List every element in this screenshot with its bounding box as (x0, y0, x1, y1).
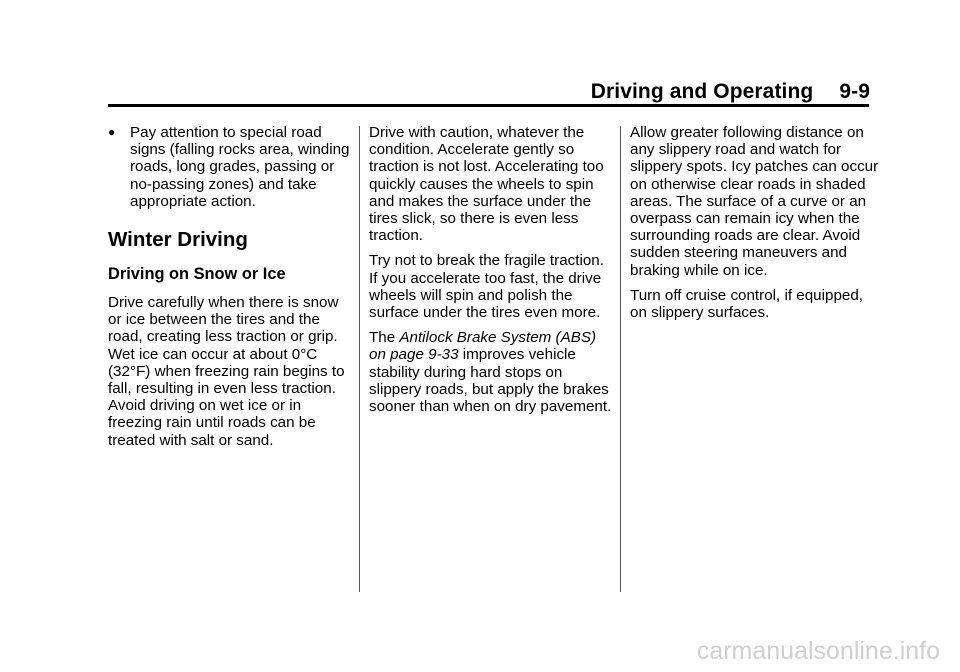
paragraph: Drive carefully when there is snow or ice between the tires and the road, creating less traction or grip. Wet ice can occur at about 0°C (32°F) when freezing rain begins to fall, resulting in even less traction. Avoid driving on wet ice or in freezing rain until roads can be treated with salt or sand. (108, 294, 345, 449)
section-title: Driving and Operating (590, 80, 814, 103)
column-divider (620, 126, 621, 592)
bullet-item (108, 124, 354, 210)
paragraph: Drive with caution, whatever the condition. Accelerate gently so traction is not lost. Accelerating too quickly causes the wheels to spin and makes the surface under the tires slick, so there is even less traction. (369, 124, 604, 245)
paragraph: Try not to break the fragile traction. If you accelerate too fast, the drive wheels will spin and polish the surface under the tires even more. (369, 252, 604, 322)
cross-reference-link[interactable]: Antilock Brake System (ABS) on page 9-33 (369, 329, 597, 364)
column-3 (630, 124, 880, 329)
paragraph (369, 329, 613, 415)
section-heading: Winter Driving (108, 228, 248, 252)
page-header (591, 80, 870, 104)
paragraph: Turn off cruise control, if equipped, on slippery surfaces. (630, 286, 864, 322)
subsection-heading: Driving on Snow or Ice (108, 265, 286, 284)
column-1 (108, 124, 354, 457)
watermark: carmanualsonline.info (696, 637, 940, 665)
column-2 (369, 124, 613, 423)
bullet-text: Pay attention to special road signs (falling rocks area, winding roads, long grades, passing or no-passing zones) and take appropriate action. (130, 124, 350, 210)
bullet-icon: ● (108, 125, 116, 139)
paragraph-text: The (369, 329, 400, 347)
page-number: 9-9 (839, 80, 870, 103)
header-rule (108, 104, 869, 107)
paragraph: Allow greater following distance on any slippery road and watch for slippery spots. Icy patches can occur on otherwise clear roads in shaded areas. The surface of a curve or an overpass can remain icy when the surrounding roads are clear. Avoid sudden steering maneuvers and braking while on ice. (630, 124, 879, 279)
column-divider (359, 126, 360, 592)
paragraph-text: improves vehicle stability during hard stops on slippery roads, but apply the brakes sooner than when on dry pavement. (369, 346, 612, 416)
